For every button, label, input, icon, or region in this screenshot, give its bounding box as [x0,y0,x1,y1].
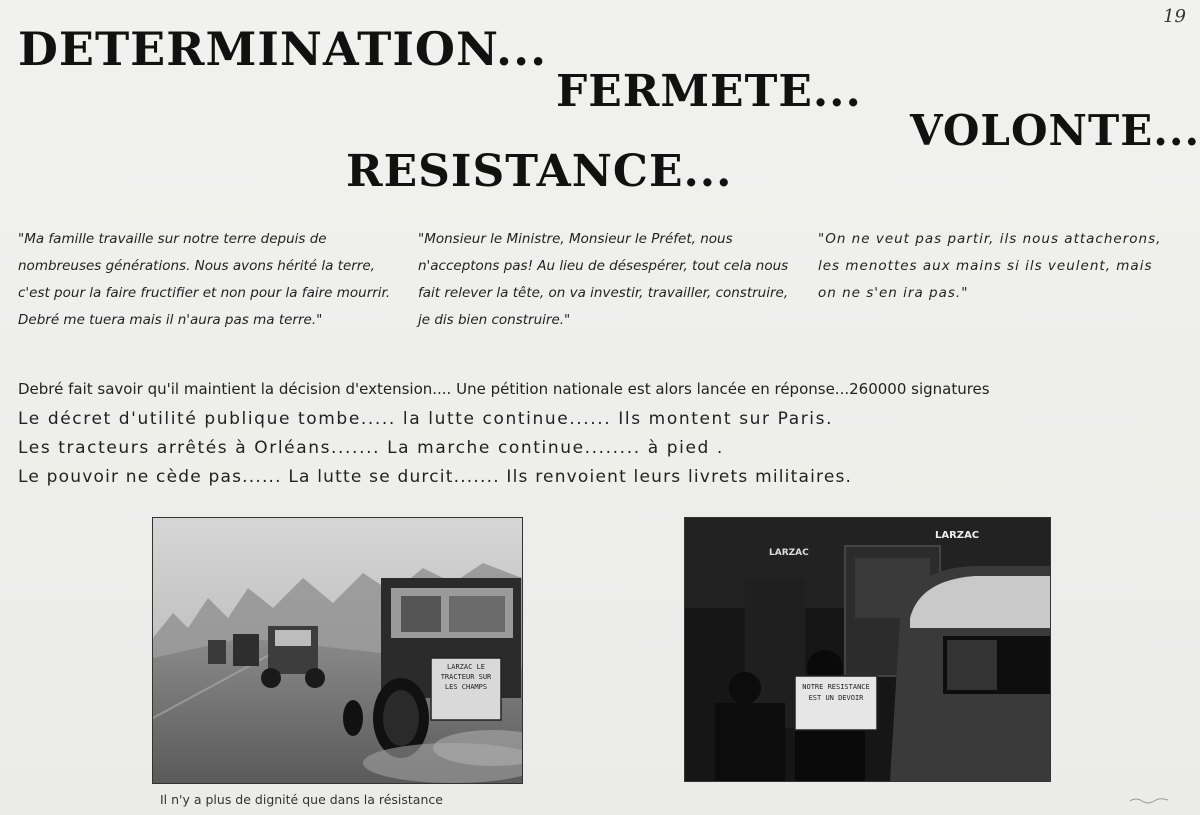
tractors-illustration [153,518,522,783]
page-number: 19 [1163,6,1186,27]
photo-tractors-road [152,517,523,784]
narrative-line-2: Le décret d'utilité publique tombe..... la lutte continue...... Ils montent sur Paris. [18,409,834,429]
larzac-label-left: LARZAC [769,548,809,558]
larzac-label-right: LARZAC [935,530,980,541]
quote-refuse-leave: "On ne veut pas partir, ils nous attacherons, les menottes aux mains si ils veulent, mais on ne s'en ira pas." [818,231,1162,301]
quote-family-land: "Ma famille travaille sur notre terre depuis de nombreuses générations. Nous avons hérité la terre, c'est pour la faire fructifier et non pour la faire mourrir. Debré me tuera mais il n'aura pas ma terre." [18,231,391,328]
headline-fermete: FERMETE... [556,66,862,117]
narrative-line-4: Le pouvoir ne cède pas...... La lutte se durcit....... Ils renvoient leurs livrets militaires. [18,467,853,487]
headline-resistance: RESISTANCE... [346,146,733,197]
signature-mark [1128,796,1174,804]
narrative-line-1: Debré fait savoir qu'il maintient la décision d'extension.... Une pétition nationale est alors lancée en réponse...260000 signatures [18,380,990,398]
tractor-sign-text: LARZAC LE TRACTEUR SUR LES CHAMPS [440,663,492,691]
photo-bus-night [684,517,1051,782]
photo-caption: Il n'y a plus de dignité que dans la résistance [160,792,443,807]
headline-volonte: VOLONTE... [910,106,1200,155]
bus-illustration [685,518,1050,781]
quote-minister: "Monsieur le Ministre, Monsieur le Préfet, nous n'acceptons pas! Au lieu de désespérer, tout cela nous fait relever la tête, on va investir, travailler, construire, je dis bien construire." [418,231,789,328]
narrative-line-3: Les tracteurs arrêtés à Orléans....... La marche continue........ à pied . [18,438,724,458]
headline-determination: DETERMINATION... [18,22,548,76]
placard-text: NOTRE RESISTANCE EST UN DEVOIR [802,683,870,702]
